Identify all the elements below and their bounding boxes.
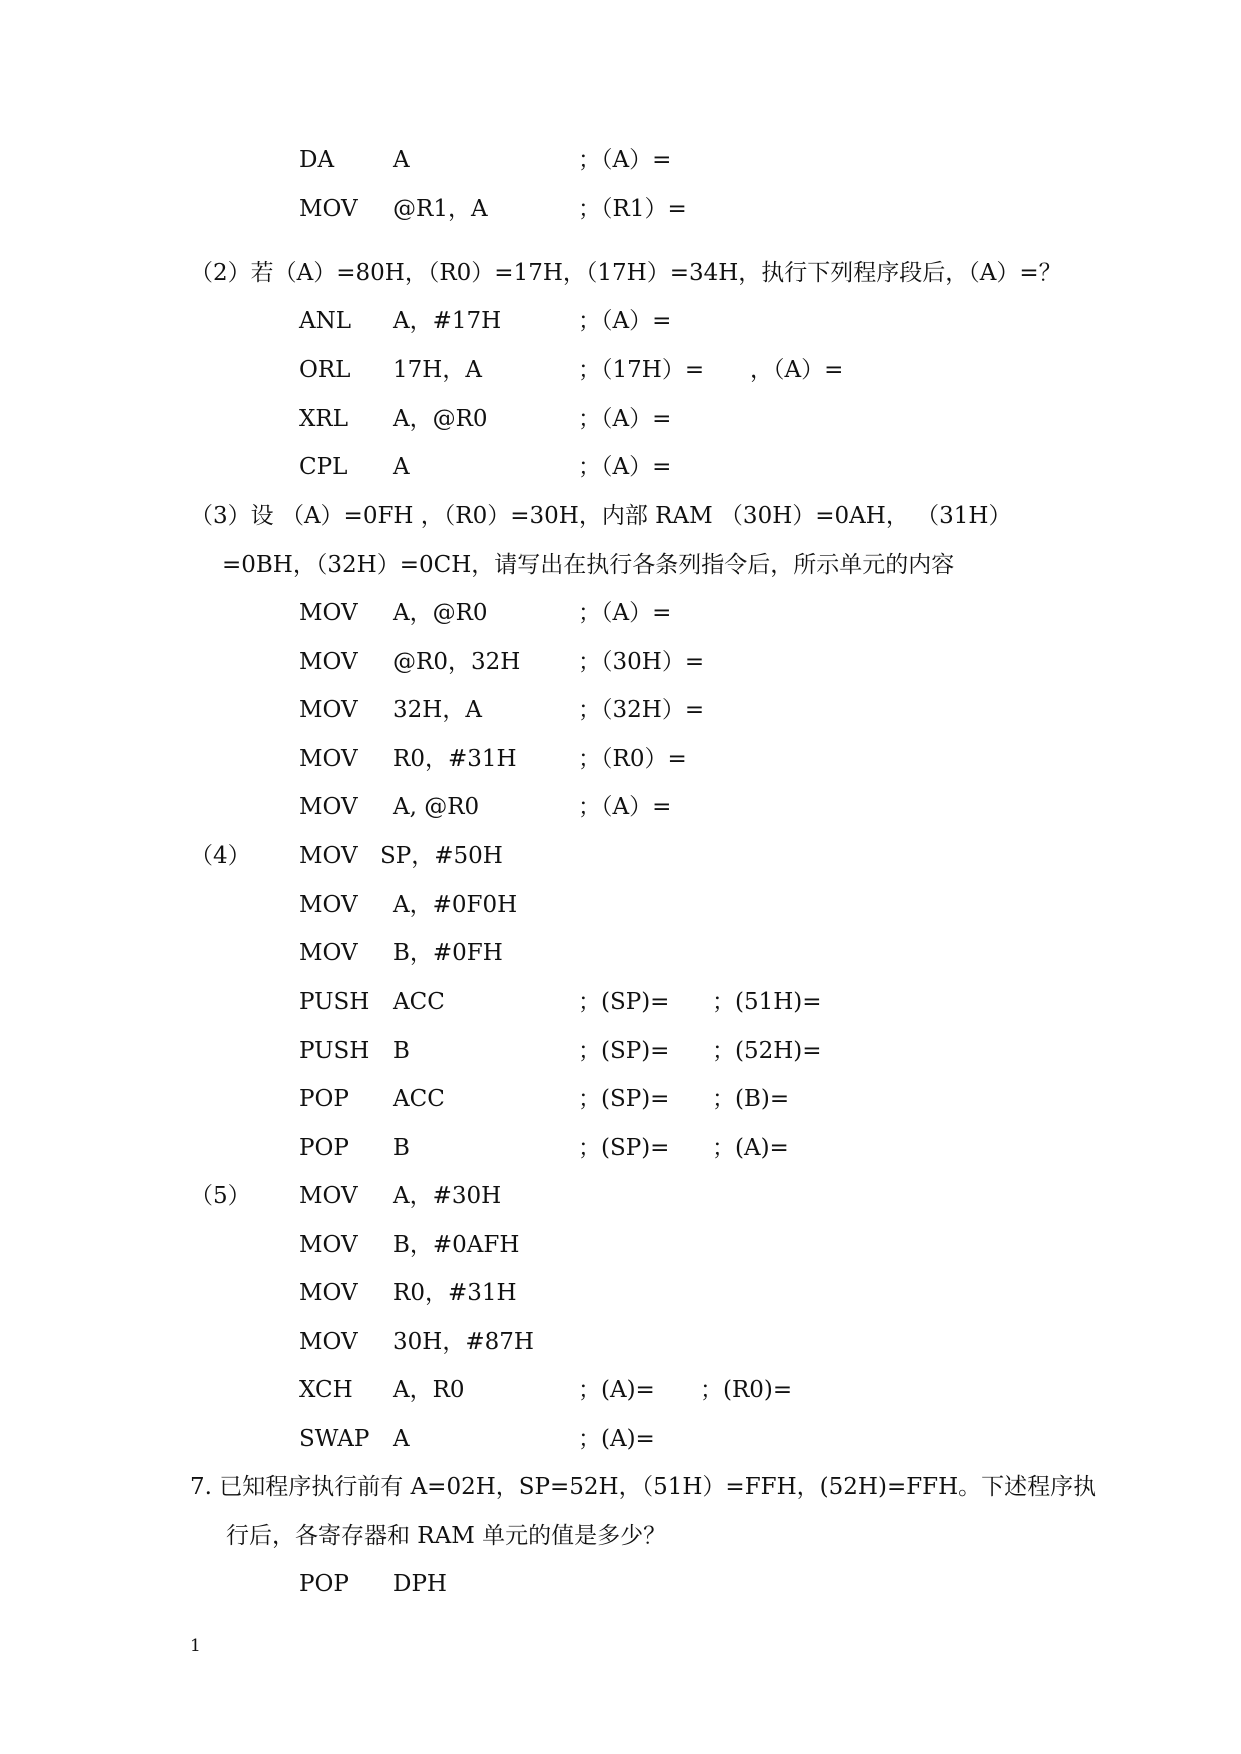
comment: ；(SP)= xyxy=(578,1038,670,1064)
operand: B xyxy=(393,1038,410,1064)
question-2-heading: （2）若（A）=80H，（R0）=17H，（17H）=34H，执行下列程序段后，（A）=？ xyxy=(190,260,1062,286)
opcode: PUSH xyxy=(299,989,370,1015)
operand: A，#30H xyxy=(393,1183,502,1209)
code-line xyxy=(0,354,1241,386)
operand: @R1，A xyxy=(393,196,488,222)
code-line xyxy=(0,889,1241,921)
operand: 17H，A xyxy=(393,357,482,383)
code-line xyxy=(0,1277,1241,1309)
comment: ；（32H）= xyxy=(578,697,705,723)
code-line xyxy=(0,193,1241,225)
opcode: SWAP xyxy=(299,1426,370,1452)
opcode: MOV xyxy=(299,892,358,918)
opcode: MOV xyxy=(299,1232,358,1258)
comment: ；(SP)= xyxy=(578,1135,670,1161)
item-label: （5） xyxy=(190,1183,251,1209)
comment: ；（A）= xyxy=(578,600,672,626)
code-line xyxy=(0,1423,1241,1455)
opcode: MOV xyxy=(299,746,358,772)
code-line xyxy=(0,305,1241,337)
operand: B，#0FH xyxy=(393,940,503,966)
operand: DPH xyxy=(393,1571,447,1597)
operand: 30H，#87H xyxy=(393,1329,534,1355)
code-line xyxy=(0,937,1241,969)
comment-secondary: ；(52H)= xyxy=(712,1038,822,1064)
opcode: POP xyxy=(299,1135,349,1161)
question-7-heading-continued: 行后，各寄存器和 RAM 单元的值是多少？ xyxy=(226,1523,667,1549)
opcode: MOV xyxy=(299,196,358,222)
opcode: XRL xyxy=(299,406,348,432)
opcode: MOV xyxy=(299,600,358,626)
comment: ；（R0）= xyxy=(578,746,687,772)
comment: ；（A）= xyxy=(578,454,672,480)
opcode: ANL xyxy=(299,308,352,334)
operand: A，#0F0H xyxy=(393,892,518,918)
opcode: MOV xyxy=(299,1183,358,1209)
comment: ；(SP)= xyxy=(578,989,670,1015)
code-line xyxy=(0,144,1241,176)
comment-secondary: ；(B)= xyxy=(712,1086,790,1112)
code-line xyxy=(0,1374,1241,1406)
code-line xyxy=(0,1132,1241,1164)
question-3-heading-continued: =0BH，（32H）=0CH，请写出在执行各条列指令后，所示单元的内容 xyxy=(222,552,955,578)
comment-secondary: ，（A）= xyxy=(750,357,844,383)
comment: ；(A)= xyxy=(578,1426,655,1452)
opcode: CPL xyxy=(299,454,348,480)
code-line xyxy=(0,840,1241,872)
comment: ；（17H）= xyxy=(578,357,705,383)
operand: R0，#31H xyxy=(393,746,517,772)
code-line xyxy=(0,1035,1241,1067)
operand: A，#17H xyxy=(393,308,502,334)
code-line xyxy=(0,451,1241,483)
opcode: MOV xyxy=(299,1329,358,1355)
comment-secondary: ；(A)= xyxy=(712,1135,789,1161)
code-line xyxy=(0,791,1241,823)
comment: ；(A)= xyxy=(578,1377,655,1403)
opcode: POP xyxy=(299,1571,349,1597)
question-3-heading: （3）设 （A）=0FH ，（R0）=30H，内部 RAM （30H）=0AH， （31H） xyxy=(190,503,1012,529)
comment-secondary: ；(R0)= xyxy=(700,1377,793,1403)
comment: ；(SP)= xyxy=(578,1086,670,1112)
opcode: DA xyxy=(299,147,335,173)
comment: ；（A）= xyxy=(578,308,672,334)
opcode: XCH xyxy=(299,1377,353,1403)
comment-secondary: ；(51H)= xyxy=(712,989,822,1015)
operand: B，#0AFH xyxy=(393,1232,520,1258)
operand: ACC xyxy=(393,1086,445,1112)
operand: A，@R0 xyxy=(393,406,488,432)
code-line xyxy=(0,986,1241,1018)
operand: A xyxy=(393,1426,410,1452)
opcode: MOV xyxy=(299,940,358,966)
opcode: MOV xyxy=(299,794,358,820)
comment: ；（A）= xyxy=(578,794,672,820)
page-number: 1 xyxy=(190,1636,201,1656)
opcode: POP xyxy=(299,1086,349,1112)
comment: ；（A）= xyxy=(578,147,672,173)
operand: A，R0 xyxy=(393,1377,465,1403)
operand: @R0，32H xyxy=(393,649,521,675)
operand: SP，#50H xyxy=(380,843,503,869)
operand: ACC xyxy=(393,989,445,1015)
opcode: MOV xyxy=(299,697,358,723)
operand: B xyxy=(393,1135,410,1161)
operand: A xyxy=(393,454,410,480)
operand: A，@R0 xyxy=(393,600,488,626)
question-7-heading: 7. 已知程序执行前有 A=02H，SP=52H，（51H）=FFH，(52H)=FFH。下述程序执 xyxy=(190,1474,1097,1500)
comment: ；（A）= xyxy=(578,406,672,432)
operand: R0，#31H xyxy=(393,1280,517,1306)
code-line xyxy=(0,743,1241,775)
opcode: MOV xyxy=(299,1280,358,1306)
code-line xyxy=(0,694,1241,726)
operand: 32H，A xyxy=(393,697,482,723)
opcode: MOV xyxy=(299,843,358,869)
code-line xyxy=(0,1180,1241,1212)
code-line xyxy=(0,1568,1241,1600)
operand: A, @R0 xyxy=(393,794,480,820)
code-line xyxy=(0,646,1241,678)
operand: A xyxy=(393,147,410,173)
opcode: ORL xyxy=(299,357,351,383)
item-label: （4） xyxy=(190,843,251,869)
comment: ；（30H）= xyxy=(578,649,705,675)
code-line xyxy=(0,1083,1241,1115)
code-line xyxy=(0,1326,1241,1358)
comment: ；（R1）= xyxy=(578,196,687,222)
opcode: PUSH xyxy=(299,1038,370,1064)
opcode: MOV xyxy=(299,649,358,675)
code-line xyxy=(0,597,1241,629)
code-line xyxy=(0,403,1241,435)
code-line xyxy=(0,1229,1241,1261)
